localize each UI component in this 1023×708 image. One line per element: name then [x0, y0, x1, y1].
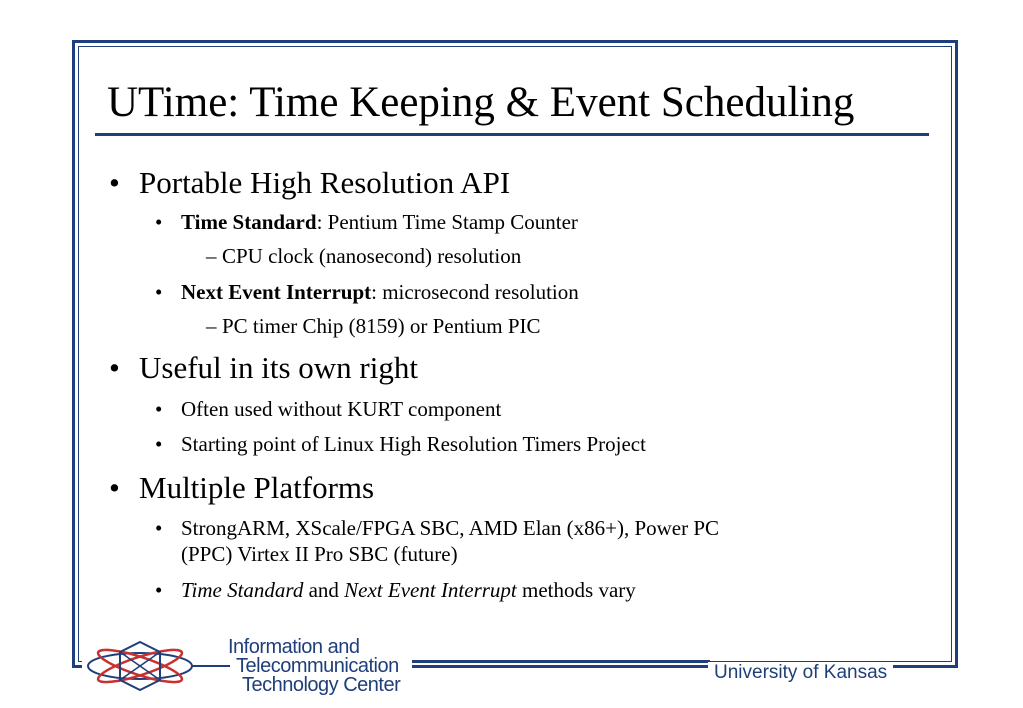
term-next-event-interrupt: Next Event Interrupt [344, 578, 517, 602]
bullet-glyph: • [155, 280, 163, 304]
term-desc: : microsecond resolution [371, 280, 579, 304]
bullet-glyph: • [109, 350, 120, 385]
detail-text: PC timer Chip (8159) or Pentium PIC [222, 314, 541, 338]
university-name: University of Kansas [708, 662, 893, 684]
title-underline [95, 133, 929, 136]
bullet-glyph: • [155, 578, 163, 602]
bullet-3-text: Multiple Platforms [139, 470, 375, 505]
bullet-glyph: • [155, 516, 163, 540]
dash-glyph: – [206, 244, 217, 268]
logo-line-1: Information and [228, 636, 360, 658]
ittc-logo [82, 628, 412, 700]
bullet-glyph: • [155, 210, 163, 234]
bullet-glyph: • [155, 397, 163, 421]
bullet-glyph: • [109, 165, 120, 200]
logo-line-2: Telecommunication [236, 655, 399, 677]
term-next-event-interrupt: Next Event Interrupt [181, 280, 372, 304]
bullet-glyph: • [155, 432, 163, 456]
sub-text: methods vary [516, 578, 636, 602]
term-desc: : Pentium Time Stamp Counter [316, 210, 578, 234]
sub-text-line-2: (PPC) Virtex II Pro SBC (future) [181, 542, 458, 566]
logo-line-3: Technology Center [242, 674, 401, 696]
bullet-2-text: Useful in its own right [139, 350, 418, 385]
connector-text: and [303, 578, 345, 602]
ittc-globe-icon [82, 628, 232, 700]
footer-rule-thin [395, 666, 710, 667]
term-time-standard: Time Standard [181, 578, 304, 602]
detail-text: CPU clock (nanosecond) resolution [222, 244, 522, 268]
sub-text: Starting point of Linux High Resolution Timers Project [181, 432, 646, 456]
sub-text-line-1: StrongARM, XScale/FPGA SBC, AMD Elan (x86+), Power PC [181, 516, 720, 540]
term-time-standard: Time Standard [181, 210, 317, 234]
sub-text: Often used without KURT component [181, 397, 502, 421]
footer-rule [395, 660, 710, 663]
bullet-glyph: • [109, 470, 120, 505]
bullet-1-text: Portable High Resolution API [139, 165, 511, 200]
dash-glyph: – [206, 314, 217, 338]
slide-title: UTime: Time Keeping & Event Scheduling [107, 79, 855, 126]
